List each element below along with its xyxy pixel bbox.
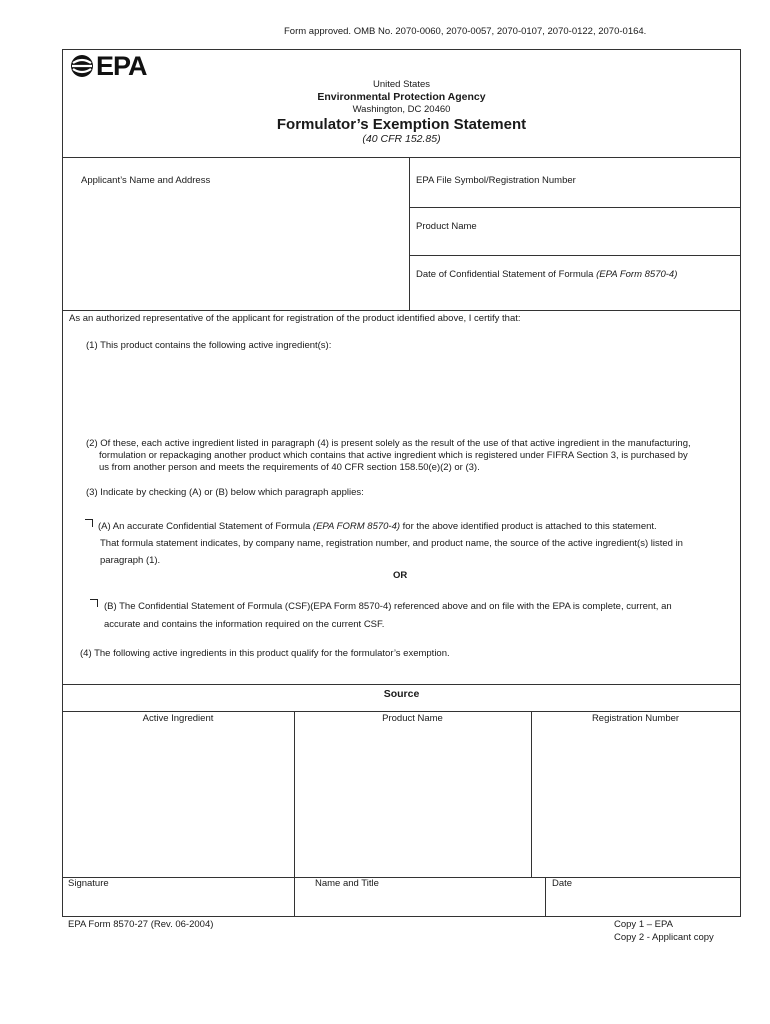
option-a-checkbox[interactable] (85, 519, 93, 527)
option-a-line1: (A) An accurate Confidential Statement of Formula (EPA FORM 8570-4) for the above identified product is attached to this statement. (98, 521, 657, 532)
page-title: Formulator’s Exemption Statement (276, 116, 527, 133)
signature-divider-1 (294, 877, 295, 917)
active-ingredient-cell[interactable] (66, 728, 290, 873)
header-country: United States (372, 79, 431, 90)
signature-field[interactable] (66, 892, 290, 914)
file-symbol-label: EPA File Symbol/Registration Number (416, 175, 576, 186)
paragraph-4: (4) The following active ingredients in this product qualify for the formulator’s exemption. (80, 648, 450, 659)
epa-logo-text: EPA (96, 50, 147, 81)
cfr-reference: (40 CFR 152.85) (362, 133, 441, 145)
product-name-cell[interactable] (298, 728, 527, 873)
paragraph-2: (2) Of these, each active ingredient listed in paragraph (4) is present solely as the result of the use of that active ingredient in the manufacturing, formulation or repackaging another product which contains that active ingredient which is registered under FIFRA Section 3, is purchased by us from another person and meets the requirements of 40 CFR section 158.50(e)(2) or (3). (86, 438, 691, 473)
frame-bottom (62, 916, 741, 917)
omb-number: Form approved. OMB No. 2070-0060, 2070-0057, 2070-0107, 2070-0122, 2070-0164. (284, 26, 647, 37)
active-ingredients-field[interactable] (86, 356, 726, 430)
certify-statement: As an authorized representative of the applicant for registration of the product identified above, I certify that: (69, 313, 521, 324)
option-a-line2: That formula statement indicates, by company name, registration number, and product name, the source of the active ingredient(s) listed in (100, 538, 683, 549)
source-header-divider (62, 711, 741, 712)
signature-divider-2 (545, 877, 546, 917)
epa-logo (70, 52, 147, 80)
file-symbol-divider (409, 207, 741, 208)
copy-applicant: Copy 2 - Applicant copy (614, 932, 714, 943)
header-divider (62, 157, 741, 158)
source-header: Source (383, 688, 420, 700)
epa-flower-icon (70, 54, 94, 78)
name-title-field[interactable] (298, 892, 541, 914)
date-label: Date (552, 878, 573, 889)
paragraph-1: (1) This product contains the following active ingredient(s): (86, 340, 332, 351)
header-agency: Environmental Protection Agency (317, 91, 486, 103)
frame-top (62, 49, 741, 50)
registration-number-cell[interactable] (535, 728, 736, 873)
date-conf-field[interactable] (414, 284, 734, 302)
option-a-line3: paragraph (1). (100, 555, 161, 566)
product-name-field[interactable] (414, 236, 734, 250)
paragraph-3: (3) Indicate by checking (A) or (B) below which paragraph applies: (86, 487, 364, 498)
frame-right (740, 49, 741, 917)
form-number: EPA Form 8570-27 (Rev. 06-2004) (68, 919, 214, 930)
fields-bottom-divider (62, 310, 741, 311)
or-label: OR (393, 570, 408, 581)
header-address: Washington, DC 20460 (352, 104, 451, 115)
source-top-divider (62, 684, 741, 685)
option-b-checkbox[interactable] (90, 599, 98, 607)
applicant-name-address-field[interactable] (70, 190, 400, 302)
field-divider-vertical (409, 157, 410, 310)
signature-top-divider (62, 877, 741, 878)
product-name-divider (409, 255, 741, 256)
table-col-divider-2 (531, 711, 532, 878)
col-registration-number: Registration Number (591, 713, 680, 724)
option-b-line2: accurate and contains the information required on the current CSF. (104, 619, 385, 630)
frame-left (62, 49, 63, 917)
copy-epa: Copy 1 – EPA (614, 919, 673, 930)
applicant-name-address-label: Applicant’s Name and Address (81, 175, 211, 186)
col-active-ingredient: Active Ingredient (142, 713, 214, 724)
table-col-divider-1 (294, 711, 295, 878)
file-symbol-field[interactable] (414, 190, 734, 204)
option-b-line1: (B) The Confidential Statement of Formula (CSF)(EPA Form 8570-4) referenced above and on file with the EPA is complete, current, an (104, 601, 672, 612)
date-conf-label: Date of Confidential Statement of Formula (EPA Form 8570-4) (416, 269, 678, 280)
col-product-name: Product Name (382, 713, 443, 724)
product-name-label: Product Name (416, 221, 477, 232)
name-title-label: Name and Title (315, 878, 379, 889)
signature-label: Signature (68, 878, 109, 889)
date-field[interactable] (549, 892, 736, 914)
